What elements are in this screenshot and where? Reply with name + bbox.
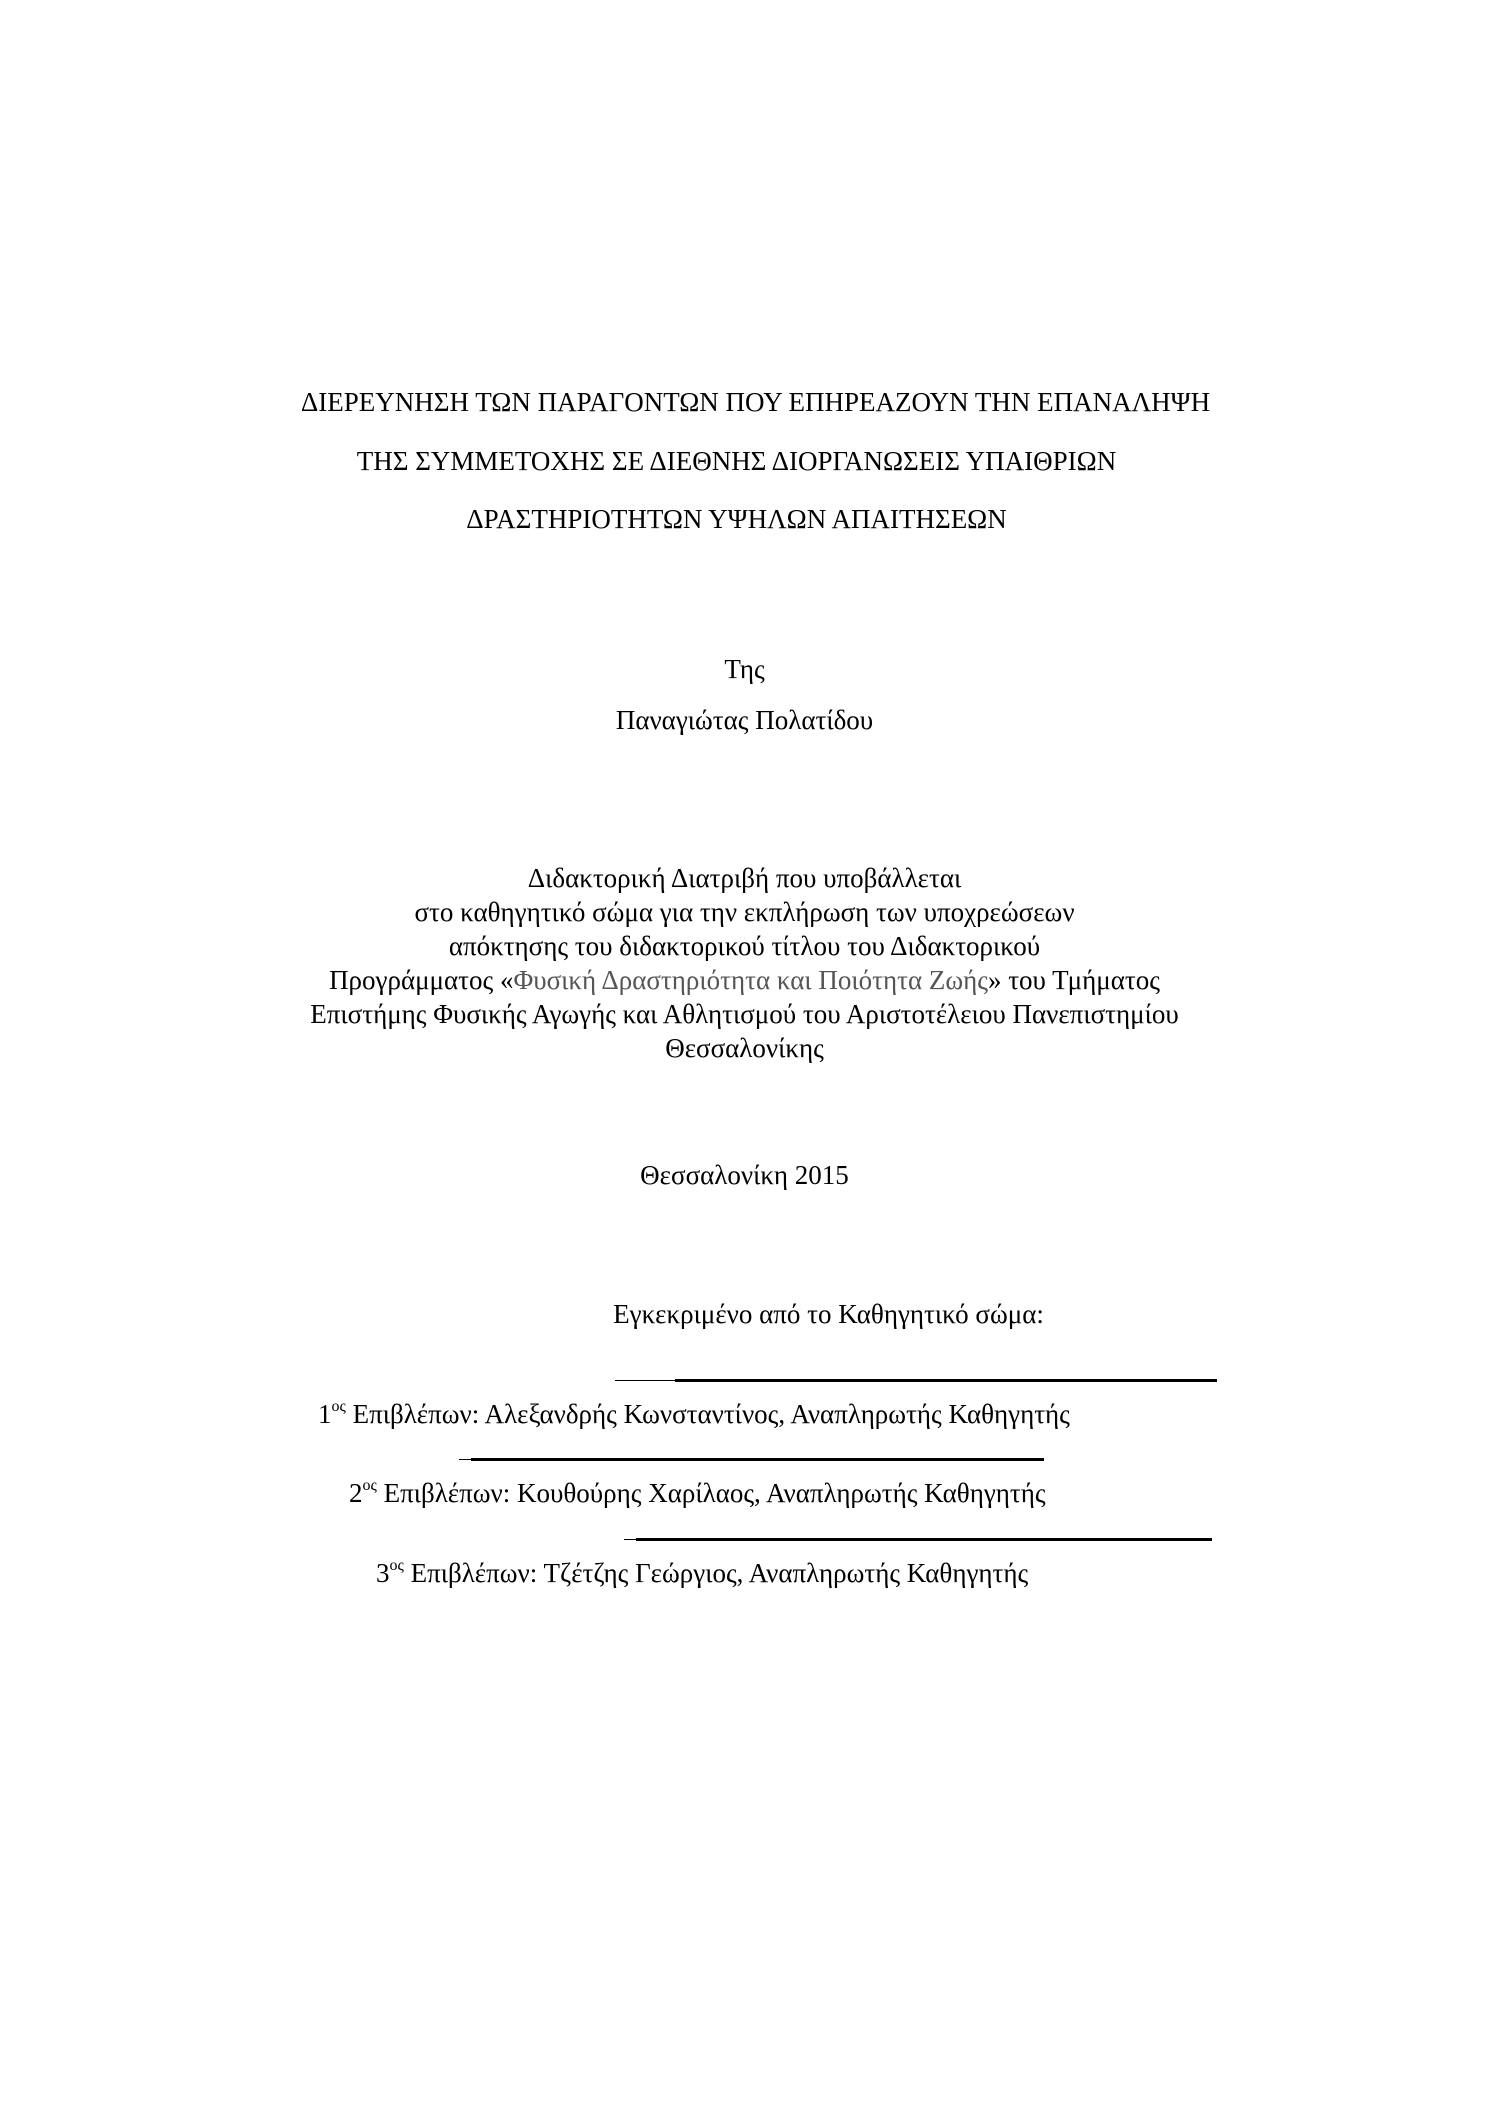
approval-label: Εγκεκριμένο από το Καθηγητικό σώμα:	[613, 1299, 1044, 1329]
supervisor-2-suffix: ος	[362, 1477, 377, 1494]
supervisor-3-suffix: ος	[389, 1557, 404, 1574]
description-line-6: Θεσσαλονίκης	[665, 1033, 824, 1063]
supervisor-3-ordinal: 3	[376, 1558, 390, 1588]
supervisor-1-text: Επιβλέπων: Αλεξανδρής Κωνσταντίνος, Αναπληρωτής Καθηγητής	[352, 1399, 1070, 1429]
supervisor-2-text: Επιβλέπων: Κουθούρης Χαρίλαος, Αναπληρωτής Καθηγητής	[383, 1478, 1046, 1508]
program-name: Φυσική Δραστηριότητα και Ποιότητα Ζωής	[513, 965, 988, 995]
description-line-3: απόκτησης του διδακτορικού τίτλου του Διδακτορικού	[448, 931, 1041, 961]
author-prefix: Της	[724, 654, 765, 684]
description-line-5: Επιστήμης Φυσικής Αγωγής και Αθλητισμού του Αριστοτέλειου Πανεπιστημίου	[310, 999, 1179, 1029]
supervisor-2-ordinal: 2	[349, 1478, 363, 1508]
program-prefix: Προγράμματος «	[329, 965, 514, 995]
supervisor-1-ordinal: 1	[318, 1399, 332, 1429]
program-suffix: » του Τμήματος	[987, 965, 1160, 995]
supervisor-1	[318, 1398, 1070, 1430]
description-line-1: Διδακτορική Διατριβή που υποβάλλεται	[527, 863, 962, 893]
thesis-title-line-2: ΤΗΣ ΣΥΜΜΕΤΟΧΗΣ ΣΕ ΔΙΕΘΝΗΣ ΔΙΟΡΓΑΝΩΣΕΙΣ ΥΠΑΙΘΡΙΩΝ	[356, 446, 1117, 476]
supervisor-3-text: Επιβλέπων: Τζέτζης Γεώργιος, Αναπληρωτής Καθηγητής	[410, 1558, 1029, 1588]
supervisor-3	[376, 1557, 1028, 1589]
thesis-title-line-1: ΔΙΕΡΕΥΝΗΣΗ ΤΩΝ ΠΑΡΑΓΟΝΤΩΝ ΠΟΥ ΕΠΗΡΕΑΖΟΥΝ ΤΗΝ ΕΠΑΝΑΛΗΨΗ	[300, 387, 1211, 417]
supervisor-2	[349, 1477, 1046, 1509]
supervisor-1-suffix: ος	[331, 1398, 346, 1415]
description-line-2: στο καθηγητικό σώμα για την εκπλήρωση των υποχρεώσεων	[414, 897, 1075, 927]
description-line-4	[0, 964, 1489, 996]
thesis-title-line-3: ΔΡΑΣΤΗΡΙΟΤΗΤΩΝ ΥΨΗΛΩΝ ΑΠΑΙΤΗΣΕΩΝ	[466, 504, 1007, 534]
place-date: Θεσσαλονίκη 2015	[640, 1160, 849, 1190]
author-name: Παναγιώτας Πολατίδου	[615, 705, 874, 735]
